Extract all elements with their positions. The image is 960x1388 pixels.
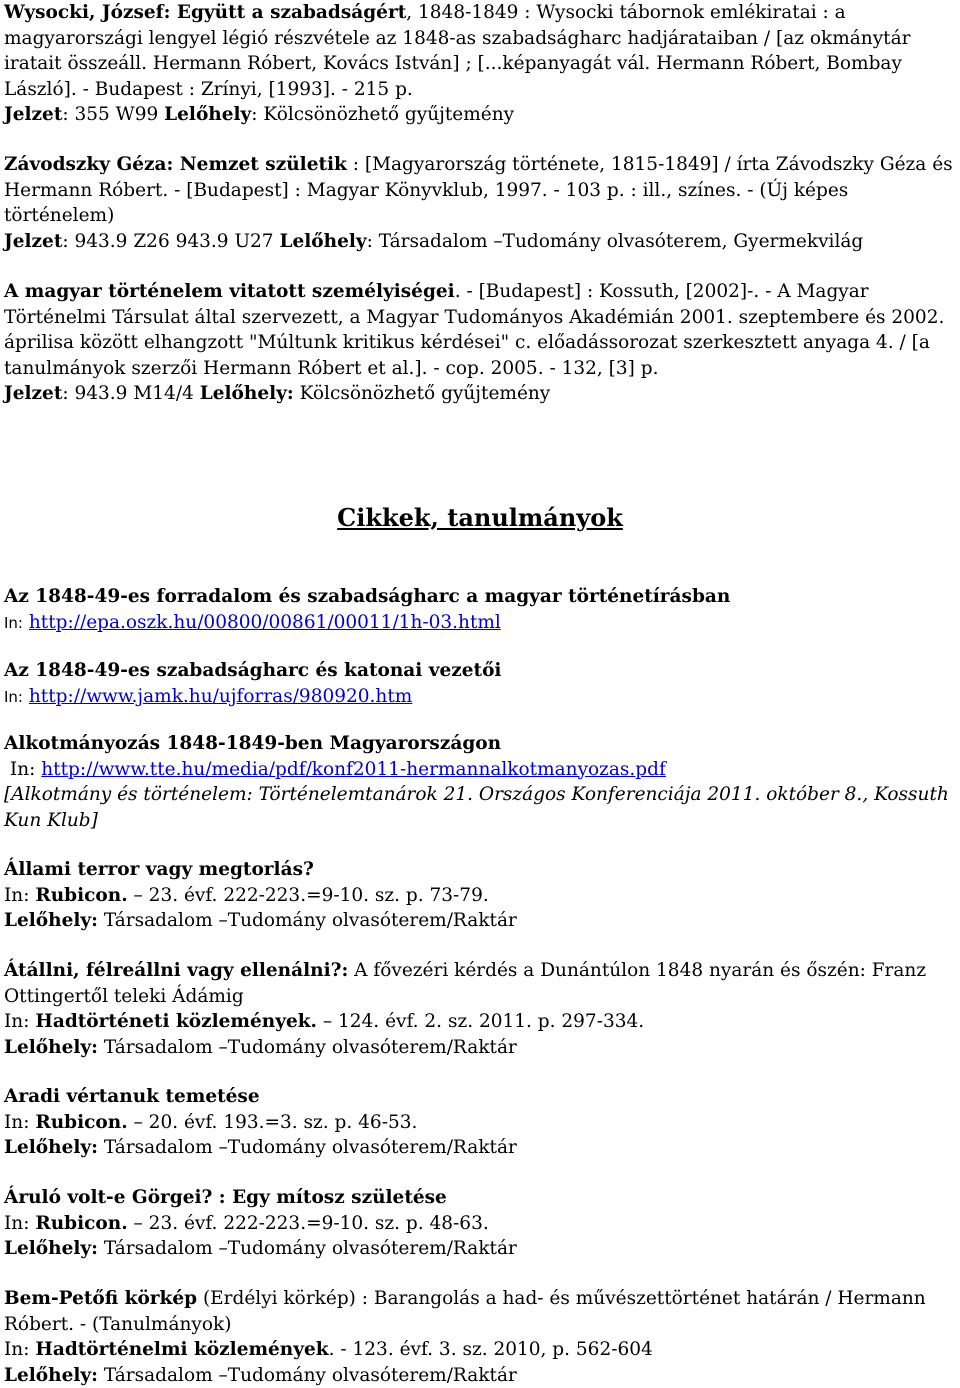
- source-journal: Hadtörténeti közlemények.: [35, 1011, 317, 1032]
- article-location-line: [4, 1236, 954, 1262]
- article-source-line: [4, 1009, 954, 1035]
- record-description: [4, 0, 954, 102]
- source-details: – 23. évf. 222-223.=9-10. sz. p. 73-79.: [128, 885, 489, 906]
- in-label: In:: [4, 688, 23, 706]
- source-journal: Rubicon.: [35, 1213, 127, 1234]
- article-link-line: [4, 757, 954, 783]
- lelohely-label: Lelőhely:: [4, 910, 98, 931]
- article-title: Aradi vértanuk temetése: [4, 1084, 954, 1110]
- article-heading-line: [4, 1286, 954, 1337]
- lelohely-label: Lelőhely: [279, 231, 366, 252]
- article-title: Állami terror vagy megtorlás?: [4, 857, 954, 883]
- article-entry: [4, 1286, 954, 1388]
- lelohely-value: Társadalom –Tudomány olvasóterem/Raktár: [98, 1238, 517, 1259]
- article-source-line: [4, 883, 954, 909]
- article-entry: [4, 1084, 954, 1161]
- lelohely-value: Kölcsönözhető gyűjtemény: [294, 383, 551, 404]
- book-record: [4, 0, 954, 128]
- lelohely-label: Lelőhely: [164, 104, 251, 125]
- section-heading: Cikkek, tanulmányok: [0, 505, 960, 531]
- source-details: . - 123. évf. 3. sz. 2010, p. 562-604: [329, 1339, 653, 1360]
- in-label: In:: [4, 1339, 29, 1360]
- in-label: In:: [10, 759, 35, 780]
- lelohely-value: Társadalom –Tudomány olvasóterem/Raktár: [98, 1137, 517, 1158]
- record-title: Wysocki, József: Együtt a szabadságért: [4, 2, 406, 23]
- article-entry: [4, 958, 954, 1060]
- record-location-line: [4, 102, 954, 128]
- record-description: [4, 152, 954, 229]
- article-url-link[interactable]: http://www.jamk.hu/ujforras/980920.htm: [29, 686, 412, 707]
- in-label: In:: [4, 1011, 29, 1032]
- jelzet-label: Jelzet: [4, 231, 62, 252]
- article-title: Átállni, félreállni vagy ellenálni?:: [4, 960, 348, 981]
- record-title: Závodszky Géza: Nemzet születik: [4, 154, 347, 175]
- article-source-line: [4, 1211, 954, 1237]
- article-location-line: [4, 1363, 954, 1388]
- article-entry: [4, 857, 954, 934]
- source-details: – 23. évf. 222-223.=9-10. sz. p. 48-63.: [128, 1213, 489, 1234]
- article-subtitle: A fővezéri kérdés a Dunántúlon 1848 nyarán és őszén: Franz Ottingertől teleki Ádámig: [4, 960, 926, 1007]
- source-journal: Rubicon.: [35, 1112, 127, 1133]
- source-journal: Rubicon.: [35, 885, 127, 906]
- article-link-line: [4, 684, 954, 711]
- lelohely-value: Társadalom –Tudomány olvasóterem/Raktár: [98, 910, 517, 931]
- article-subtitle: (Erdélyi körkép) : Barangolás a had- és művészettörténet határán / Hermann Róbert. - (Tanulmányok): [4, 1288, 926, 1335]
- source-details: – 124. évf. 2. sz. 2011. p. 297-334.: [317, 1011, 644, 1032]
- article-title: Az 1848-49-es forradalom és szabadságharc a magyar történetírásban: [4, 584, 954, 610]
- article-heading-line: [4, 958, 954, 1009]
- source-journal: Hadtörténelmi közlemények: [35, 1339, 328, 1360]
- in-label: In:: [4, 1112, 29, 1133]
- lelohely-label: Lelőhely:: [4, 1238, 98, 1259]
- record-location-line: [4, 229, 954, 255]
- lelohely-label: Lelőhely:: [200, 383, 294, 404]
- in-label: In:: [4, 885, 29, 906]
- book-record: [4, 152, 954, 254]
- article-source-line: [4, 1337, 954, 1363]
- lelohely-label: Lelőhely:: [4, 1365, 98, 1386]
- article-location-line: [4, 1035, 954, 1061]
- record-title: A magyar történelem vitatott személyiségei: [4, 281, 455, 302]
- article-source-line: [4, 1110, 954, 1136]
- article-entry: [4, 658, 954, 710]
- article-url-link[interactable]: http://epa.oszk.hu/00800/00861/00011/1h-03.html: [29, 612, 501, 633]
- jelzet-label: Jelzet: [4, 104, 62, 125]
- record-details: : [Magyarország története, 1815-1849] / írta Závodszky Géza és Hermann Róbert. - [Budapest] : Magyar Könyvklub, 1997. - 103 p. : ill., színes. - (Új képes történelem): [4, 154, 953, 226]
- record-description: [4, 279, 954, 381]
- lelohely-value: Társadalom –Tudomány olvasóterem/Raktár: [98, 1037, 517, 1058]
- book-record: [4, 279, 954, 407]
- article-entry: [4, 731, 954, 833]
- article-link-line: [4, 610, 954, 637]
- article-entry: [4, 584, 954, 636]
- lelohely-label: Lelőhely:: [4, 1037, 98, 1058]
- record-details: , 1848-1849 : Wysocki tábornok emlékiratai : a magyarországi lengyel légió részvétele az 1848-as szabadságharc hadjárataiban / [az okmánytár iratait összeáll. Hermann Róbert, Kovács István] ; [...képanyagát vál. Hermann Róbert, Bombay László]. - Budapest : Zrínyi, [1993]. - 215 p.: [4, 2, 910, 100]
- article-entry: [4, 1185, 954, 1262]
- lelohely-value: : Kölcsönözhető gyűjtemény: [251, 104, 514, 125]
- article-title: Áruló volt-e Görgei? : Egy mítosz születése: [4, 1185, 954, 1211]
- jelzet-value: : 355 W99: [62, 104, 158, 125]
- article-title: Az 1848-49-es szabadságharc és katonai vezetői: [4, 658, 954, 684]
- article-location-line: [4, 1135, 954, 1161]
- lelohely-value: Társadalom –Tudomány olvasóterem/Raktár: [98, 1365, 517, 1386]
- in-label: In:: [4, 1213, 29, 1234]
- record-location-line: [4, 381, 954, 407]
- jelzet-value: : 943.9 Z26 943.9 U27: [62, 231, 273, 252]
- article-title: Alkotmányozás 1848-1849-ben Magyarországon: [4, 731, 954, 757]
- jelzet-value: : 943.9 M14/4: [62, 383, 193, 404]
- record-details: . - [Budapest] : Kossuth, [2002]-. - A Magyar Történelmi Társulat által szervezett, a Magyar Tudományos Akadémián 2001. szeptembere és 2002. áprilisa között elhangzott "Múltunk kritikus kérdései" c. előadássorozat szerkesztett anyaga 4. / [a tanulmányok szerzői Hermann Róbert et al.]. - cop. 2005. - 132, [3] p.: [4, 281, 944, 379]
- lelohely-label: Lelőhely:: [4, 1137, 98, 1158]
- lelohely-value: : Társadalom –Tudomány olvasóterem, Gyermekvilág: [367, 231, 864, 252]
- article-note: [Alkotmány és történelem: Történelemtanárok 21. Országos Konferenciája 2011. október 8., Kossuth Kun Klub]: [4, 782, 954, 833]
- in-label: In:: [4, 614, 23, 632]
- article-url-link[interactable]: http://www.tte.hu/media/pdf/konf2011-hermannalkotmanyozas.pdf: [41, 759, 666, 780]
- jelzet-label: Jelzet: [4, 383, 62, 404]
- article-title: Bem-Petőfi körkép: [4, 1288, 197, 1309]
- source-details: – 20. évf. 193.=3. sz. p. 46-53.: [128, 1112, 418, 1133]
- article-location-line: [4, 908, 954, 934]
